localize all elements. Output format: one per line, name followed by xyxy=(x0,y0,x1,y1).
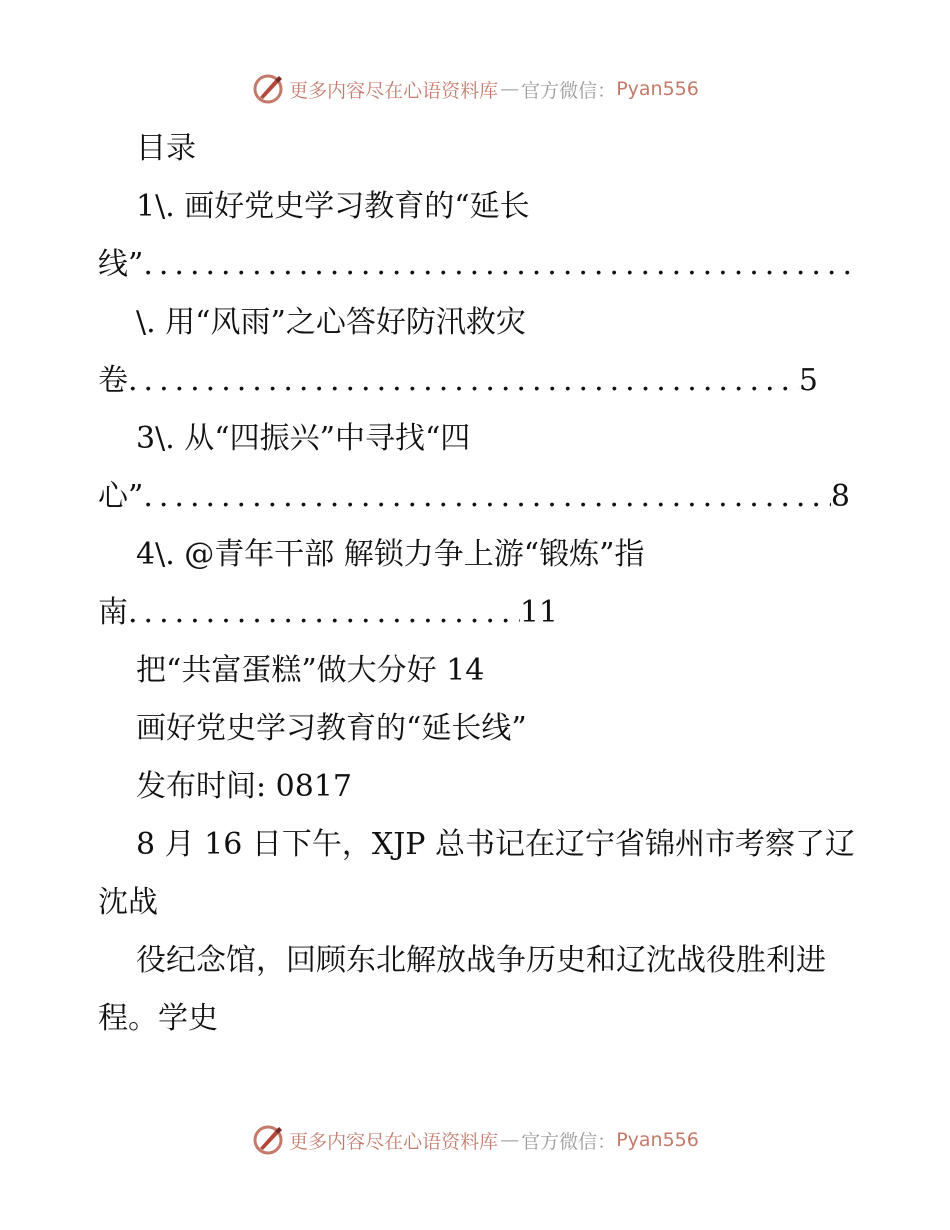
toc-item-3-page: 8 xyxy=(830,479,850,514)
toc-item-4-title-cont: 南 xyxy=(98,595,128,630)
pen-logo-icon xyxy=(251,1123,285,1157)
article-paragraph-1: 8 月 16 日下午，XJP 总书记在辽宁省锦州市考察了辽沈战 xyxy=(98,827,855,920)
toc-item-4-leader xyxy=(98,584,558,642)
wechat-id: Pyan556 xyxy=(616,78,699,100)
toc-heading: 目录 xyxy=(136,131,196,166)
wechat-label: 官方微信： xyxy=(521,79,617,102)
toc-item-2-title: \. 用“风雨”之心答好防汛救灾 xyxy=(136,305,526,340)
separator: — xyxy=(500,1129,520,1151)
wechat-label: 官方微信： xyxy=(521,1130,617,1153)
toc-item-4-page: 11 xyxy=(519,595,558,630)
toc-item-1-title: 1\. 画好党史学习教育的“延长 xyxy=(136,189,530,224)
toc-item-2-title-cont: 卷 xyxy=(98,363,128,398)
article-title: 画好党史学习教育的“延长线” xyxy=(136,711,527,746)
toc-item-4-title: 4\. @青年干部 解锁力争上游“锻炼”指 xyxy=(136,537,645,572)
toc-item-2-leader xyxy=(98,352,818,410)
brand-text: 更多内容尽在心语资料库 xyxy=(289,1130,499,1153)
brand-text: 更多内容尽在心语资料库 xyxy=(289,79,499,102)
toc-item-3-title-cont: 心” xyxy=(98,479,144,514)
dot-leader xyxy=(128,584,520,642)
publish-time: 发布时间: 0817 xyxy=(136,769,352,804)
footer-watermark xyxy=(0,1123,950,1157)
toc-item-3-leader xyxy=(98,468,850,526)
document-body xyxy=(98,120,858,1048)
pen-logo-icon xyxy=(251,72,285,106)
wechat-id: Pyan556 xyxy=(616,1129,699,1151)
separator: — xyxy=(500,78,520,100)
toc-item-3-title: 3\. 从“四振兴”中寻找“四 xyxy=(136,421,471,456)
header-watermark xyxy=(0,72,950,106)
toc-item-1-leader xyxy=(98,236,858,294)
toc-item-2-page: 5 xyxy=(798,363,818,398)
toc-item-5: 把“共富蛋糕”做大分好 14 xyxy=(136,653,485,688)
toc-item-1-title-cont: 线” xyxy=(98,247,144,282)
article-paragraph-2: 役纪念馆，回顾东北解放战争历史和辽沈战役胜利进程。学史 xyxy=(98,943,826,1036)
dot-leader xyxy=(143,236,858,294)
dot-leader xyxy=(143,468,831,526)
dot-leader xyxy=(128,352,799,410)
